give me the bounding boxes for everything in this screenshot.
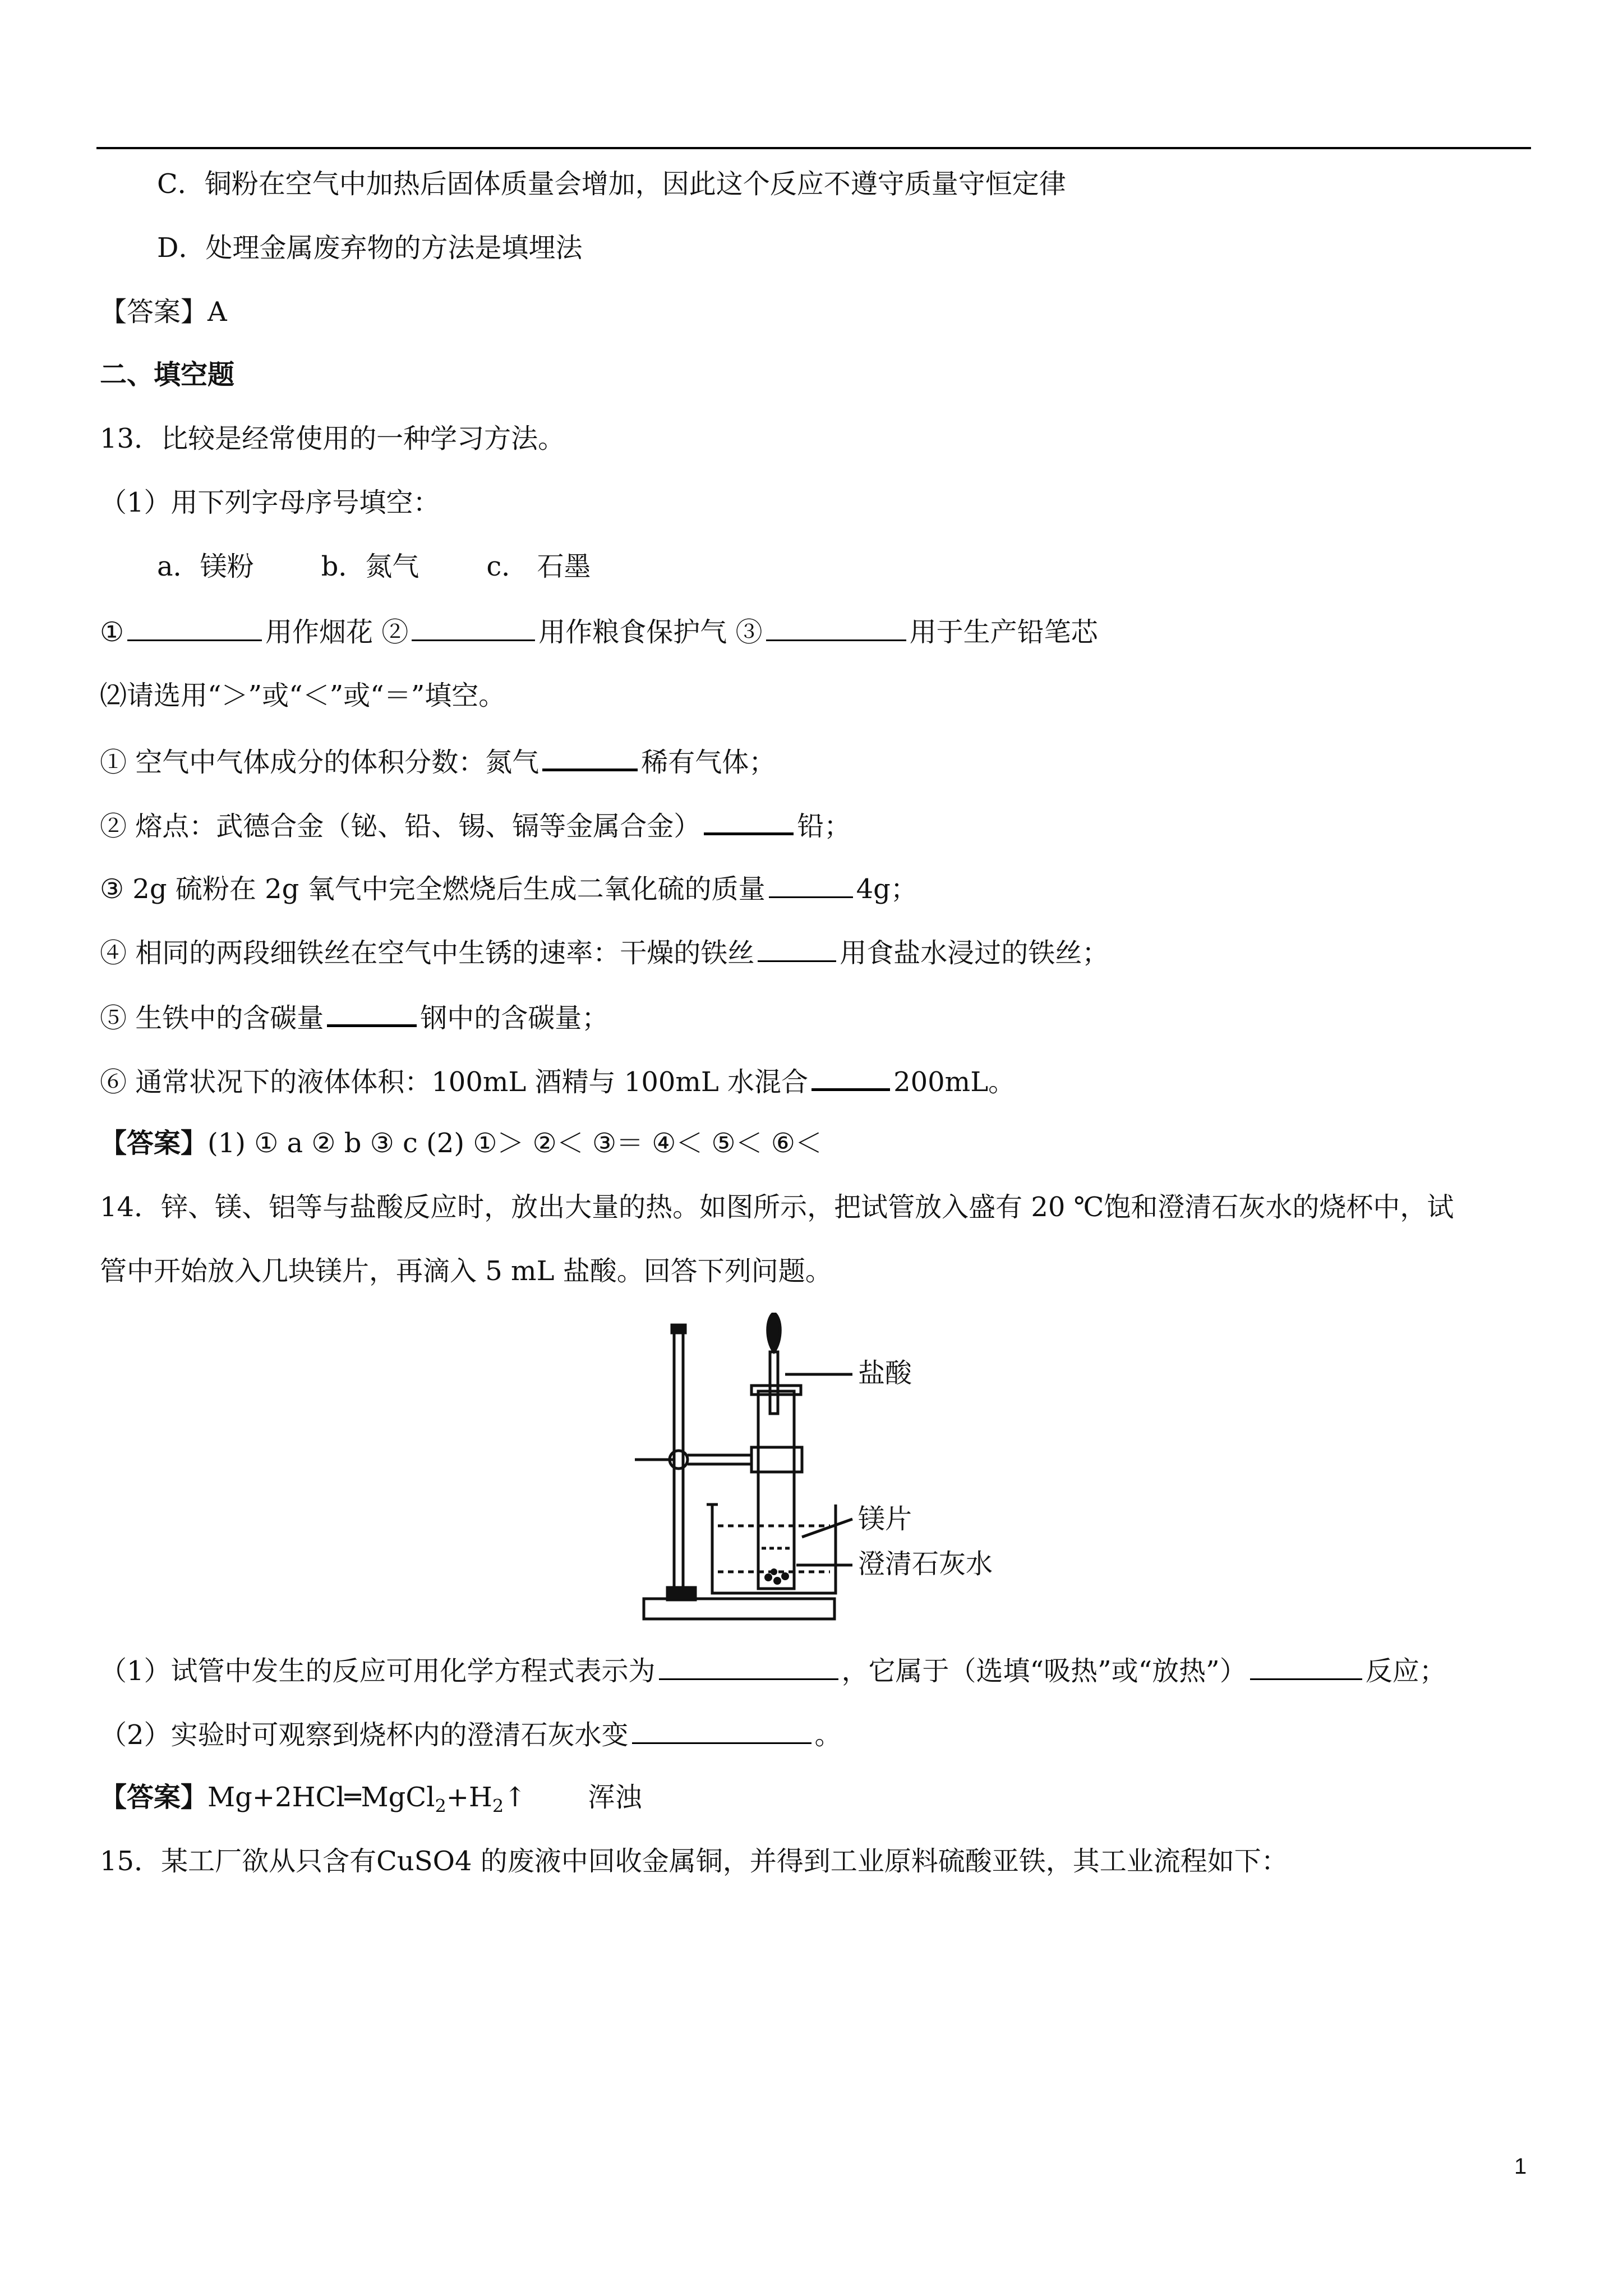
blank-compare-2[interactable]: [704, 807, 794, 835]
header-rule: [96, 147, 1531, 149]
page-number: 1: [1514, 2154, 1527, 2179]
answer-14-observation: 浑浊: [588, 1782, 642, 1813]
options-row: [157, 550, 591, 583]
apparatus-diagram: [634, 1313, 1026, 1627]
blank-2[interactable]: [412, 614, 535, 641]
compare-3: ③ 2g 硫粉在 2g 氧气中完全燃烧后生成二氧化硫的质量 4g；: [100, 871, 917, 906]
question-14-part2: （2）实验时可观察到烧杯内的澄清石灰水变 。: [100, 1717, 842, 1752]
blank-observation[interactable]: [632, 1717, 811, 1744]
magnesium-pieces: [764, 1568, 789, 1585]
stand-rod: [674, 1331, 683, 1589]
question-13-part1: （1）用下列字母序号填空：: [100, 487, 440, 518]
option-c: C．铜粉在空气中加热后固体质量会增加，因此这个反应不遵守质量守恒定律: [157, 168, 1066, 200]
option-b-label: b．氮气: [321, 551, 419, 582]
dropper-tube: [770, 1352, 778, 1414]
blank-heat-type[interactable]: [1250, 1653, 1362, 1680]
compare-1: ① 空气中气体成分的体积分数：氮气 稀有气体；: [100, 743, 776, 779]
blank-3[interactable]: [766, 614, 906, 641]
blank-compare-4[interactable]: [758, 935, 836, 962]
blank-compare-6[interactable]: [811, 1062, 890, 1091]
question-13: 13．比较是经常使用的一种学习方法。: [100, 423, 565, 454]
blank-compare-1[interactable]: [542, 743, 638, 771]
question-14-line2: 管中开始放入几块镁片，再滴入 5 mL 盐酸。回答下列问题。: [100, 1255, 832, 1287]
question-14-part1: （1）试管中发生的反应可用化学方程式表示为 ，它属于（选填“吸热”或“放热”） 反应；: [100, 1653, 1446, 1688]
compare-2: ② 熔点：武德合金（铋、铅、锡、镉等金属合金） 铅；: [100, 807, 851, 843]
fill-row-1: ① 用作烟花 ② 用作粮食保护气 ③ 用于生产铅笔芯: [100, 614, 1098, 649]
label-magnesium: 镁片: [858, 1503, 912, 1535]
answer-13: 【答案】(1) ① a ② b ③ c (2) ①＞ ②＜ ③＝ ④＜ ⑤＜ ⑥＜: [100, 1128, 822, 1159]
compare-5: ⑤ 生铁中的含碳量 钢中的含碳量；: [100, 999, 608, 1035]
blank-compare-5[interactable]: [327, 999, 417, 1027]
answer-14-equation: $Mg+2HCl═MgCl_2+H_2↑$: [208, 1782, 527, 1817]
option-d: D．处理金属废弃物的方法是填埋法: [157, 232, 583, 264]
dropper-bulb: [768, 1313, 781, 1352]
answer-14: 【答案】$Mg+2HCl═MgCl_2+H_2↑$ 浑浊: [100, 1782, 642, 1817]
label-limewater: 澄清石灰水: [858, 1548, 993, 1580]
leader-mg: [802, 1519, 852, 1537]
apparatus-figure: [634, 1313, 1026, 1629]
blank-1[interactable]: [127, 614, 262, 641]
question-14-line1: 14．锌、镁、铝等与盐酸反应时，放出大量的热。如图所示，把试管放入盛有 20 ℃饱和澄清石灰水的烧杯中，试: [100, 1191, 1454, 1223]
compare-6: ⑥ 通常状况下的液体体积：100mL 酒精与 100mL 水混合 200mL。: [100, 1062, 1015, 1099]
section-title: 二、填空题: [100, 359, 235, 390]
stand-base: [644, 1599, 834, 1619]
option-c-label: c． 石墨: [486, 551, 591, 582]
compare-4: ④ 相同的两段细铁丝在空气中生锈的速率：干燥的铁丝 用食盐水浸过的铁丝；: [100, 935, 1109, 970]
answer-12: 【答案】A: [100, 296, 227, 328]
question-15: 15．某工厂欲从只含有CuSO4 的废液中回收金属铜，并得到工业原料硫酸亚铁，其工业流程如下：: [100, 1846, 1288, 1877]
option-a-label: a．镁粉: [157, 551, 254, 582]
blank-equation[interactable]: [659, 1653, 838, 1680]
test-tube: [758, 1391, 794, 1589]
blank-compare-3[interactable]: [769, 871, 853, 898]
label-hcl: 盐酸: [858, 1358, 912, 1389]
question-13-part2: ⑵请选用“＞”或“＜”或“＝”填空。: [100, 680, 506, 711]
